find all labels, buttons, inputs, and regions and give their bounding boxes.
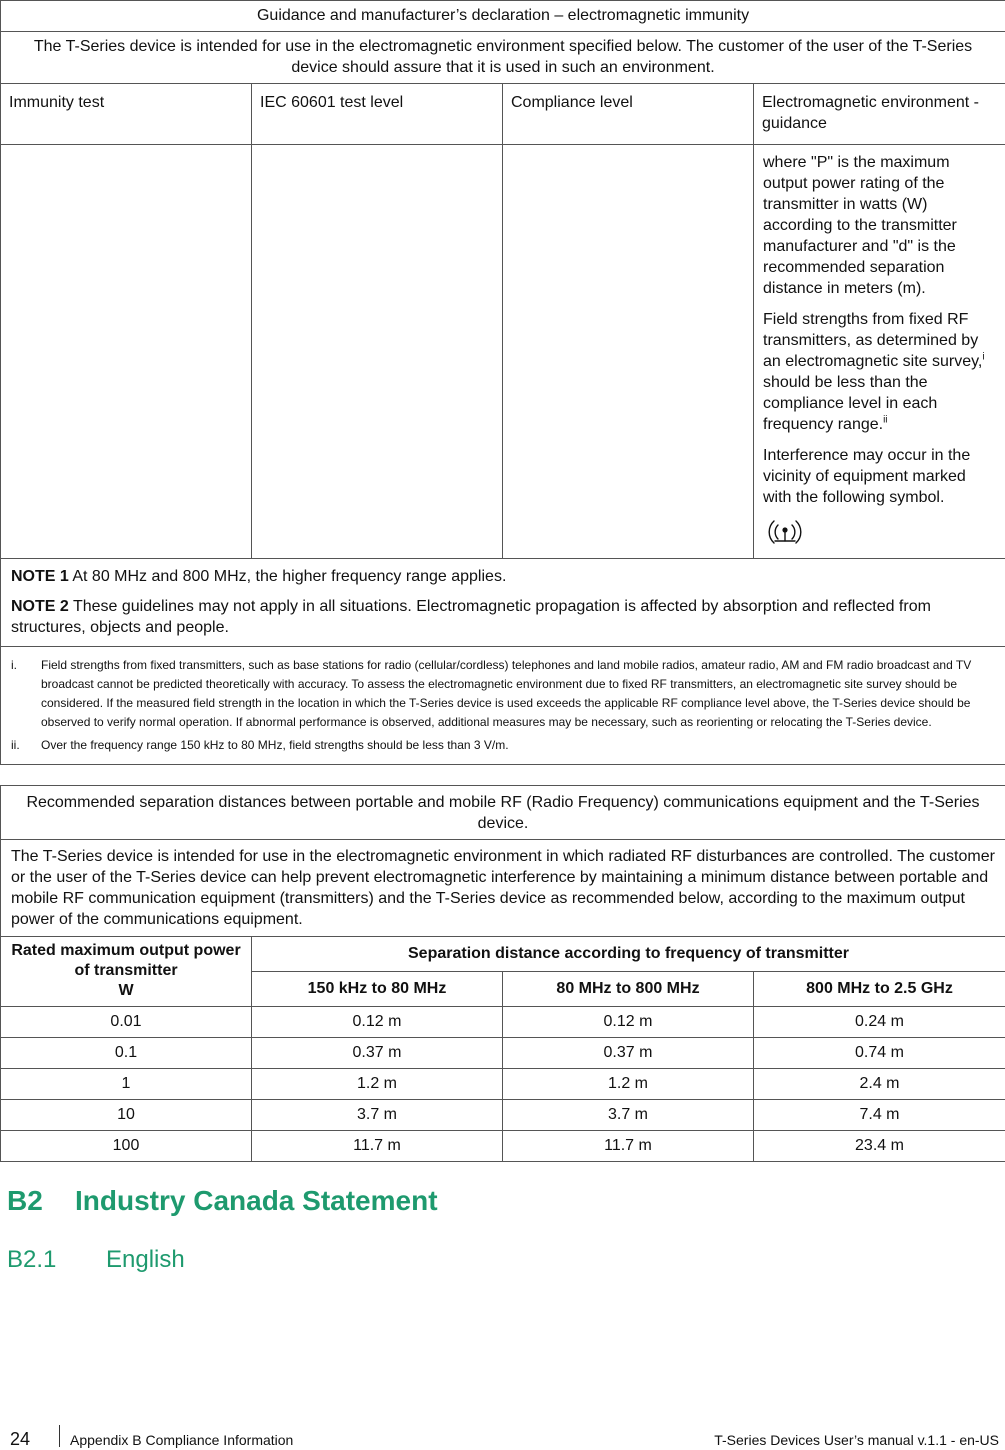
table-cell: 0.12 m xyxy=(503,1007,754,1038)
footnote xyxy=(11,656,995,732)
table-cell: 0.24 m xyxy=(754,1007,1005,1038)
table-cell: 1.2 m xyxy=(252,1069,503,1100)
note-text: These guidelines may not apply in all situations. Electromagnetic propagation is affected by absorption and reflected from structures, objects and people. xyxy=(11,598,931,636)
footnote xyxy=(11,736,995,755)
footer-chapter: Appendix B Compliance Information xyxy=(70,1432,294,1448)
empty-cell xyxy=(1,145,252,559)
note-text: At 80 MHz and 800 MHz, the higher frequency range applies. xyxy=(68,568,507,585)
empty-cell xyxy=(503,145,754,559)
footnote-text: Field strengths from fixed transmitters, such as base stations for radio (cellular/cordless) telephones and land mobile radios, amateur radio, AM and FM radio broadcast and TV broadcast cannot be predicted theoretically with accuracy. To assess the electromagnetic environment due to fixed RF transmitters, an electromagnetic site survey should be considered. If the measured field strength in the location in which the T-Series device is used exceeds the applicable RF compliance level above, the T-Series device should be observed to verify normal operation. If abnormal performance is observed, additional measures may be necessary, such as reorienting or relocating the T-Series device. xyxy=(41,658,972,729)
table-cell: 23.4 m xyxy=(754,1131,1005,1162)
table-cell: 0.01 xyxy=(1,1007,252,1038)
note-label: NOTE 1 xyxy=(11,568,69,585)
table-cell: 7.4 m xyxy=(754,1100,1005,1131)
page-number: 24 xyxy=(10,1429,31,1449)
section-heading xyxy=(7,1185,438,1217)
subsection-heading xyxy=(7,1246,185,1274)
table-row xyxy=(1,1069,1005,1100)
empty-cell xyxy=(252,145,503,559)
table-cell: 0.1 xyxy=(1,1038,252,1069)
table-cell: 3.7 m xyxy=(503,1100,754,1131)
table-cell: 11.7 m xyxy=(503,1131,754,1162)
table-row xyxy=(1,1131,1005,1162)
column-header-immunity-test: Immunity test xyxy=(1,84,252,145)
table-cell: 0.37 m xyxy=(252,1038,503,1069)
frequency-header-800mhz-2-5ghz: 800 MHz to 2.5 GHz xyxy=(754,972,1005,1007)
guidance-text: Field strengths from fixed RF transmitters, as determined by an electromagnetic site survey, xyxy=(763,311,983,370)
table-cell: 3.7 m xyxy=(252,1100,503,1131)
table-cell: 0.37 m xyxy=(503,1038,754,1069)
footnote-mark: i. xyxy=(11,658,17,672)
rated-power-header xyxy=(1,937,252,1007)
table-cell: 1.2 m xyxy=(503,1069,754,1100)
guidance-paragraph: Interference may occur in the vicinity of equipment marked with the following symbol. xyxy=(763,447,971,506)
page-footer xyxy=(0,1425,1005,1450)
column-header-iec-test-level: IEC 60601 test level xyxy=(252,84,503,145)
table-cell: 0.12 m xyxy=(252,1007,503,1038)
subsection-title: English xyxy=(106,1246,185,1273)
table-cell: 0.74 m xyxy=(754,1038,1005,1069)
separation-distance-header: Separation distance according to frequency of transmitter xyxy=(252,937,1005,972)
frequency-header-80mhz-800mhz: 80 MHz to 800 MHz xyxy=(503,972,754,1007)
immunity-table-title: Guidance and manufacturer’s declaration – electromagnetic immunity xyxy=(1,1,1005,32)
table-row xyxy=(1,1007,1005,1038)
separation-table-intro: The T-Series device is intended for use in the electromagnetic environment in which radiated RF disturbances are controlled. The customer or the user of the T-Series device can help prevent electromagnetic interference by maintaining a minimum distance between portable and mobile RF communication equipment (transmitters) and the T-Series device as recommended below, according to the maximum output power of the communications equipment. xyxy=(1,840,1005,937)
rated-power-header-text: Rated maximum output power of transmitter xyxy=(11,942,241,979)
table-cell: 1 xyxy=(1,1069,252,1100)
guidance-paragraph: where "P" is the maximum output power rating of the transmitter in watts (W) according to the transmitter manufacturer and "d" is the recommended separation distance in meters (m). xyxy=(763,154,957,297)
note-label: NOTE 2 xyxy=(11,598,69,615)
note-2 xyxy=(11,596,995,638)
column-header-em-environment: Electromagnetic environment - guidance xyxy=(754,84,1005,145)
footnote-text: Over the frequency range 150 kHz to 80 MHz, field strengths should be less than 3 V/m. xyxy=(41,738,509,752)
table-cell: 100 xyxy=(1,1131,252,1162)
footnote-ref: i xyxy=(982,351,985,363)
column-header-compliance-level: Compliance level xyxy=(503,84,754,145)
immunity-table-intro: The T-Series device is intended for use in the electromagnetic environment specified below. The customer of the user of the T-Series device should assure that it is used in such an environment. xyxy=(1,32,1005,84)
notes-cell xyxy=(1,559,1005,647)
footnotes-cell xyxy=(1,647,1005,765)
guidance-paragraph xyxy=(763,309,997,435)
guidance-text: should be less than the compliance level in each frequency range. xyxy=(763,374,938,433)
em-environment-guidance-cell xyxy=(754,145,1005,559)
section-number: B2 xyxy=(7,1185,43,1216)
table-row xyxy=(1,1038,1005,1069)
footnote-ref: ii xyxy=(883,414,888,426)
table-cell: 10 xyxy=(1,1100,252,1131)
separation-table-title: Recommended separation distances between portable and mobile RF (Radio Frequency) communications equipment and the T-Series device. xyxy=(1,786,1005,840)
separation-distance-table xyxy=(0,785,1005,1162)
table-cell: 2.4 m xyxy=(754,1069,1005,1100)
subsection-number: B2.1 xyxy=(7,1246,57,1273)
rated-power-unit: W xyxy=(118,982,134,999)
note-1 xyxy=(11,566,995,587)
footer-divider xyxy=(59,1425,60,1447)
section-title: Industry Canada Statement xyxy=(75,1185,438,1216)
table-cell: 11.7 m xyxy=(252,1131,503,1162)
footnote-mark: ii. xyxy=(11,738,20,752)
footer-manual-title: T-Series Devices User’s manual v.1.1 - en-US xyxy=(714,1432,999,1448)
table-row xyxy=(1,1100,1005,1131)
non-ionizing-radiation-icon xyxy=(763,518,807,548)
frequency-header-150khz-80mhz: 150 kHz to 80 MHz xyxy=(252,972,503,1007)
